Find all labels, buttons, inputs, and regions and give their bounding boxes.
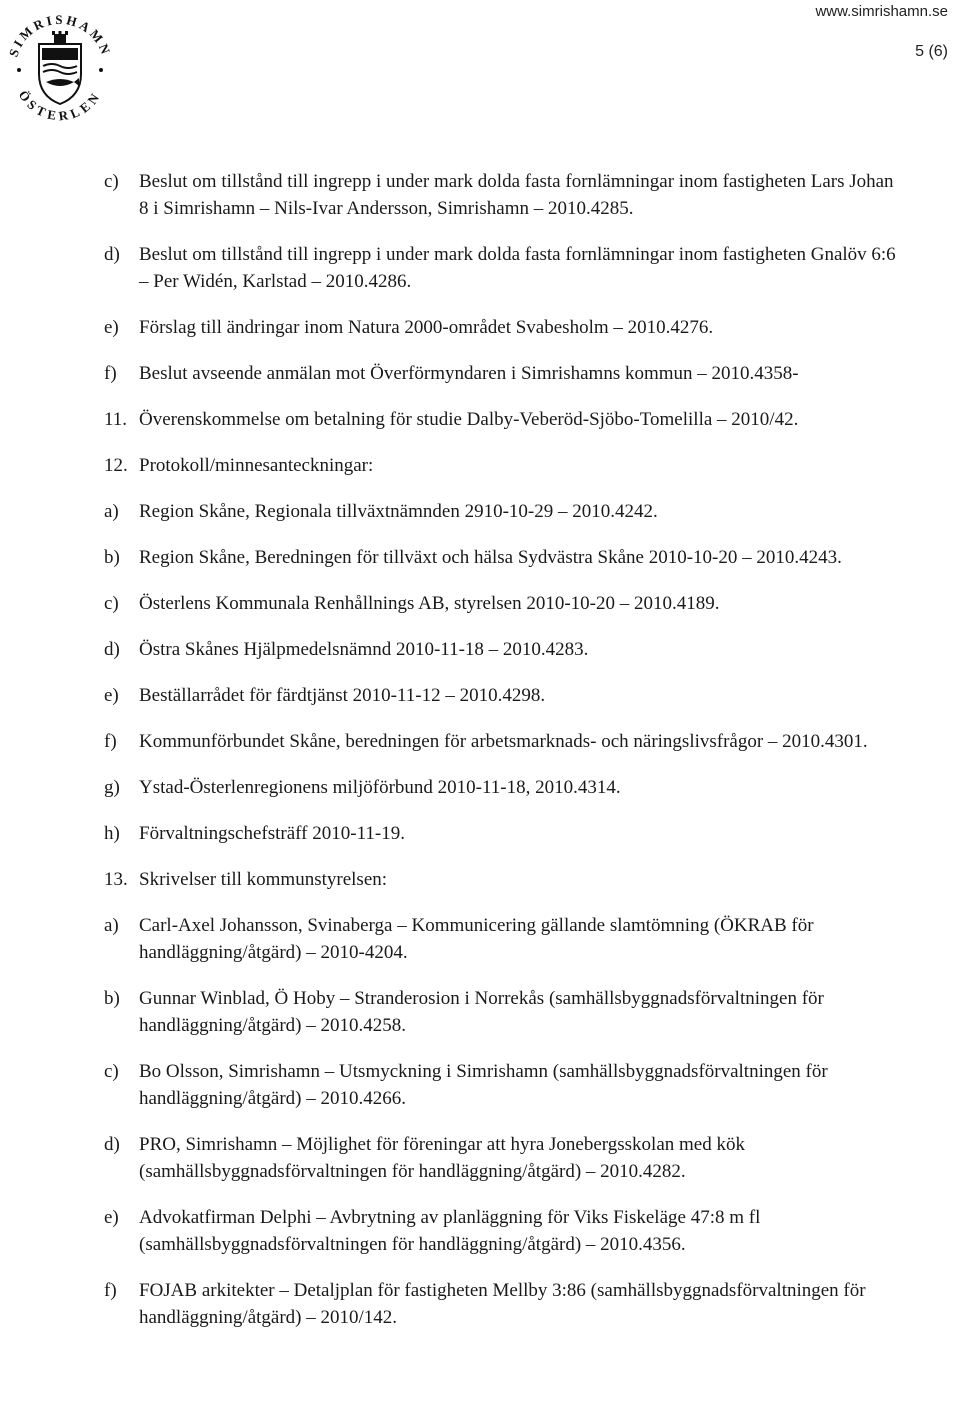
- list-item: [104, 168, 904, 222]
- item-marker: h): [104, 823, 120, 844]
- item-marker: c): [104, 593, 119, 614]
- list-item: [104, 682, 904, 709]
- list-item: [104, 985, 904, 1039]
- item-marker: c): [104, 1061, 119, 1082]
- item-marker: c): [104, 171, 119, 192]
- item-text: Beslut om tillstånd till ingrepp i under mark dolda fasta fornlämningar inom fastigheten Lars Johan 8 i Simrishamn – Nils-Ivar Andersson, Simrishamn – 2010.4285.: [139, 171, 894, 219]
- section-heading-13: [104, 866, 904, 893]
- item-marker: b): [104, 547, 120, 568]
- list-item: [104, 590, 904, 617]
- svg-text:SIMRISHAMN: SIMRISHAMN: [5, 11, 114, 59]
- list-item: [104, 636, 904, 663]
- item-marker: e): [104, 1207, 119, 1228]
- item-text: Beslut avseende anmälan mot Överförmyndaren i Simrishamns kommun – 2010.4358-: [139, 363, 799, 384]
- item-marker: b): [104, 988, 120, 1009]
- section-title: Överenskommelse om betalning för studie Dalby-Veberöd-Sjöbo-Tomelilla – 2010/42.: [139, 409, 799, 430]
- list-item: [104, 360, 904, 387]
- document-body: [104, 168, 904, 1350]
- item-text: Beställarrådet för färdtjänst 2010-11-12 – 2010.4298.: [139, 685, 546, 706]
- item-text: Bo Olsson, Simrishamn – Utsmyckning i Simrishamn (samhällsbyggnadsförvaltningen för handläggning/åtgärd) – 2010.4266.: [139, 1061, 828, 1109]
- item-marker: a): [104, 915, 119, 936]
- item-marker: f): [104, 731, 117, 752]
- item-text: Österlens Kommunala Renhållnings AB, styrelsen 2010-10-20 – 2010.4189.: [139, 593, 720, 614]
- item-marker: d): [104, 1134, 120, 1155]
- section-number: 13.: [104, 869, 128, 890]
- list-item: [104, 241, 904, 295]
- item-text: Advokatfirman Delphi – Avbrytning av planläggning för Viks Fiskeläge 47:8 m fl (samhällsbyggnadsförvaltningen för handläggning/åtgärd) – 2010.4356.: [139, 1207, 761, 1255]
- section-number: 12.: [104, 455, 128, 476]
- list-item: [104, 1058, 904, 1112]
- item-text: Beslut om tillstånd till ingrepp i under mark dolda fasta fornlämningar inom fastigheten Gnalöv 6:6 – Per Widén, Karlstad – 2010.4286.: [139, 244, 896, 292]
- item-marker: a): [104, 501, 119, 522]
- section-number: 11.: [104, 409, 128, 430]
- section-heading-12: [104, 452, 904, 479]
- item-text: Förslag till ändringar inom Natura 2000-området Svabesholm – 2010.4276.: [139, 317, 714, 338]
- list-item: [104, 728, 904, 755]
- svg-text:ÖSTERLEN: ÖSTERLEN: [15, 87, 105, 124]
- page-number: 5 (6): [915, 43, 948, 60]
- list-item: [104, 912, 904, 966]
- item-text: FOJAB arkitekter – Detaljplan för fastigheten Mellby 3:86 (samhällsbyggnadsförvaltningen för handläggning/åtgärd) – 2010/142.: [139, 1280, 866, 1328]
- item-marker: d): [104, 244, 120, 265]
- section-title: Protokoll/minnesanteckningar:: [139, 455, 374, 476]
- site-url[interactable]: www.simrishamn.se: [815, 3, 948, 20]
- list-item: [104, 1204, 904, 1258]
- item-text: Region Skåne, Regionala tillväxtnämnden 2910-10-29 – 2010.4242.: [139, 501, 658, 522]
- item-text: Gunnar Winblad, Ö Hoby – Stranderosion i Norrekås (samhällsbyggnadsförvaltningen för handläggning/åtgärd) – 2010.4258.: [139, 988, 824, 1036]
- item-marker: e): [104, 317, 119, 338]
- item-text: Östra Skånes Hjälpmedelsnämnd 2010-11-18 – 2010.4283.: [139, 639, 589, 660]
- simrishamn-crest-icon: [2, 4, 114, 128]
- item-text: Carl-Axel Johansson, Svinaberga – Kommunicering gällande slamtömning (ÖKRAB för handläggning/åtgärd) – 2010-4204.: [139, 915, 814, 963]
- section-heading-11: [104, 406, 904, 433]
- list-item: [104, 820, 904, 847]
- list-item: [104, 314, 904, 341]
- item-marker: g): [104, 777, 120, 798]
- item-text: Kommunförbundet Skåne, beredningen för arbetsmarknads- och näringslivsfrågor – 2010.4301.: [139, 731, 868, 752]
- item-marker: f): [104, 363, 117, 384]
- list-item: [104, 774, 904, 801]
- item-marker: e): [104, 685, 119, 706]
- municipality-logo: [2, 4, 114, 128]
- item-text: PRO, Simrishamn – Möjlighet för föreningar att hyra Jonebergsskolan med kök (samhällsbyggnadsförvaltningen för handläggning/åtgärd) – 2010.4282.: [139, 1134, 745, 1182]
- item-marker: d): [104, 639, 120, 660]
- list-item: [104, 1277, 904, 1331]
- list-item: [104, 498, 904, 525]
- item-text: Förvaltningschefsträff 2010-11-19.: [139, 823, 405, 844]
- item-text: Ystad-Österlenregionens miljöförbund 2010-11-18, 2010.4314.: [139, 777, 621, 798]
- list-item: [104, 1131, 904, 1185]
- section-title: Skrivelser till kommunstyrelsen:: [139, 869, 388, 890]
- list-item: [104, 544, 904, 571]
- item-text: Region Skåne, Beredningen för tillväxt och hälsa Sydvästra Skåne 2010-10-20 – 2010.4243.: [139, 547, 842, 568]
- item-marker: f): [104, 1280, 117, 1301]
